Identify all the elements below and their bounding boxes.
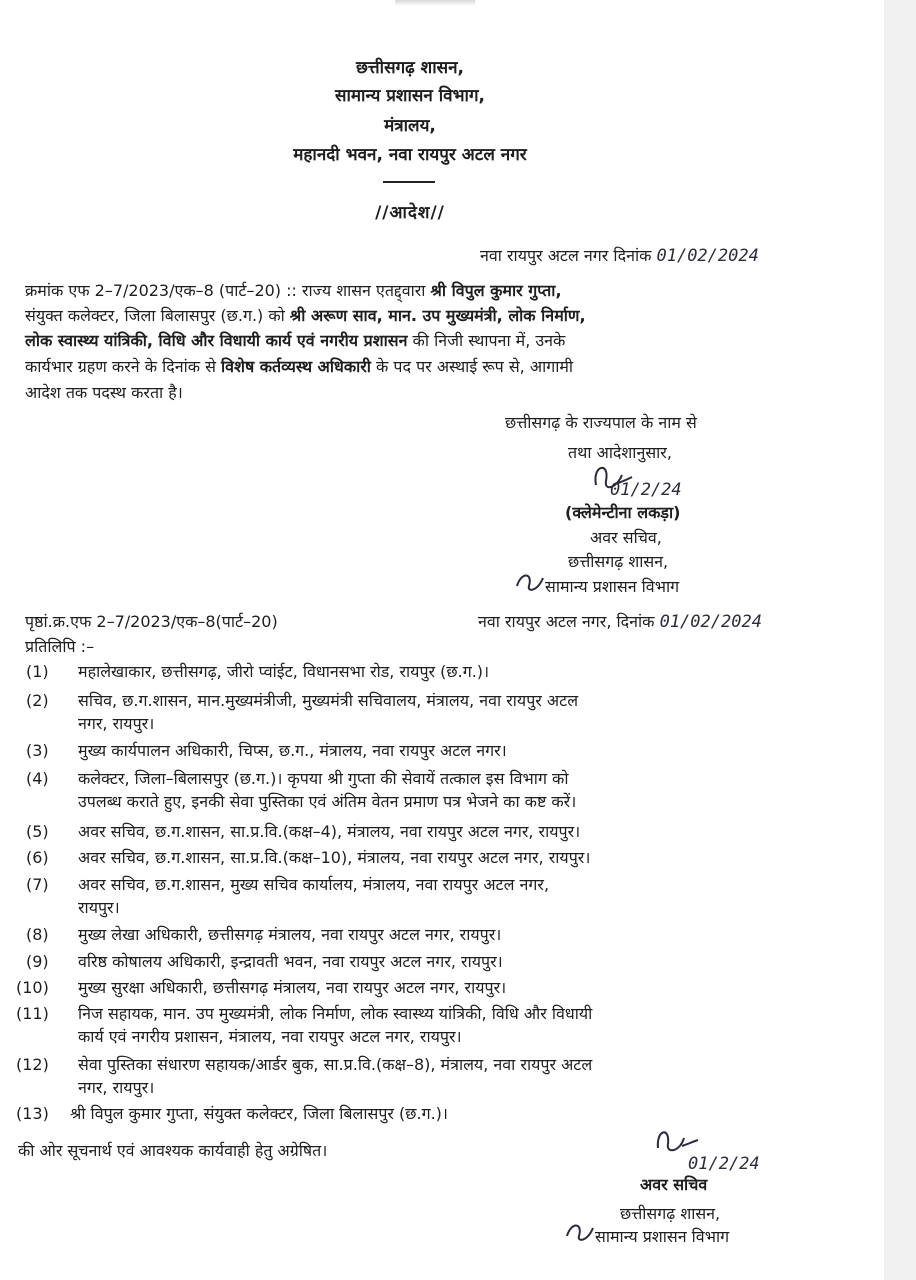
order-body-bold-text: श्री अरूण साव, मान. उप मुख्यमंत्री, लोक निर्माण, [289, 306, 586, 325]
copy-item-number: (7) [26, 875, 49, 894]
copy-item-number: (8) [26, 925, 49, 944]
order-body-line [25, 306, 586, 326]
copy-item-text: नगर, रायपुर। [78, 1078, 155, 1097]
order-body-text: संयुक्त कलेक्टर, जिला बिलासपुर (छ.ग.) को [25, 306, 290, 325]
copy-item-text: अवर सचिव, छ.ग.शासन, सा.प्र.वि.(कक्ष–10), मंत्रालय, नवा रायपुर अटल नगर, रायपुर। [78, 848, 591, 867]
copy-item-text: रायपुर। [78, 898, 120, 917]
order-body-line [25, 331, 565, 351]
signature-handwritten-date: 01/2/24 [610, 480, 682, 500]
copy-item-number: (13) [16, 1104, 49, 1123]
copy-item-number: (4) [26, 769, 49, 788]
endorsement-signature [652, 1122, 702, 1158]
copy-item-text: वरिष्ठ कोषालय अधिकारी, इन्द्रावती भवन, नवा रायपुर अटल नगर, रायपुर। [78, 952, 503, 971]
header-line-2: सामान्य प्रशासन विभाग, [335, 86, 485, 106]
header-divider [383, 181, 435, 183]
endorsement-date: 01/02/2024 [659, 612, 762, 632]
order-body-text: के पद पर अस्थाई रूप से, आगामी [370, 357, 574, 376]
copy-item-number: (2) [26, 691, 49, 710]
copy-item-text: श्री विपुल कुमार गुप्ता, संयुक्त कलेक्टर, जिला बिलासपुर (छ.ग.)। [70, 1104, 448, 1123]
order-body-bold-text: विशेष कर्तव्यस्थ अधिकारी [221, 357, 371, 376]
copy-item-number: (11) [16, 1004, 49, 1023]
order-body-text: क्रमांक एफ 2–7/2023/एक–8 (पार्ट–20) :: राज्य शासन एतद्द्वारा [25, 281, 431, 300]
copy-item-text: महालेखाकार, छत्तीसगढ़, जीरो प्वांईट, विधानसभा रोड, रायपुर (छ.ग.)। [78, 662, 490, 681]
header-line-4: महानदी भवन, नवा रायपुर अटल नगर [293, 145, 527, 165]
endorsement-org-1: छत्तीसगढ़ शासन, [620, 1204, 721, 1223]
closing-line: की ओर सूचनार्थ एवं आवश्यक कार्यवाही हेतु अग्रेषित। [18, 1141, 328, 1160]
initial-mark [513, 568, 547, 596]
endorsement-date-line [478, 612, 762, 632]
copy-item-number: (5) [26, 822, 49, 841]
copy-item-text: कार्य एवं नगरीय प्रशासन, मंत्रालय, नवा रायपुर अटल नगर, रायपुर। [78, 1027, 462, 1046]
copy-item-number: (3) [26, 741, 49, 760]
endorsement-place-date-label: नवा रायपुर अटल नगर, दिनांक [478, 612, 655, 631]
order-body-text: आदेश तक पदस्थ करता है। [25, 383, 183, 402]
page-edge [884, 0, 916, 1280]
copy-item-number: (9) [26, 952, 49, 971]
order-body-line [25, 357, 573, 377]
endorsement-org-2: सामान्य प्रशासन विभाग [595, 1227, 730, 1246]
header-line-3: मंत्रालय, [384, 116, 436, 136]
order-body-text: कार्यभार ग्रहण करने के दिनांक से [25, 357, 222, 376]
order-body-line [25, 281, 562, 301]
signatory-designation: अवर सचिव, [590, 528, 662, 547]
copy-item-number: (6) [26, 848, 49, 867]
endorsement-reference: पृष्ठां.क्र.एफ 2–7/2023/एक–8(पार्ट–20) [25, 612, 278, 631]
copy-item-text: सचिव, छ.ग.शासन, मान.मुख्यमंत्रीजी, मुख्यमंत्री सचिवालय, मंत्रालय, नवा रायपुर अटल [78, 691, 579, 710]
header-line-1: छत्तीसगढ़ शासन, [356, 58, 464, 78]
order-date-line [480, 246, 759, 266]
copy-item-text: सेवा पुस्तिका संधारण सहायक/आर्डर बुक, सा.प्र.वि.(कक्ष–8), मंत्रालय, नवा रायपुर अटल [78, 1055, 593, 1074]
copy-item-text: उपलब्ध कराते हुए, इनकी सेवा पुस्तिका एवं अंतिम वेतन प्रमाण पत्र भेजने का कष्ट करें। [78, 792, 577, 811]
endorsement-initial-mark [563, 1218, 597, 1246]
signatory-name: (क्लेमेन्टीना लकड़ा) [565, 503, 681, 522]
copy-item-text: कलेक्टर, जिला–बिलासपुर (छ.ग.)। कृपया श्री गुप्ता की सेवायें तत्काल इस विभाग को [78, 769, 569, 788]
order-body-bold-text: लोक स्वास्थ्य यांत्रिकी, विधि और विधायी कार्य एवं नगरीय प्रशासन [25, 331, 408, 350]
copy-item-text: अवर सचिव, छ.ग.शासन, सा.प्र.वि.(कक्ष–4), मंत्रालय, नवा रायपुर अटल नगर, रायपुर। [78, 822, 581, 841]
signatory-org-1: छत्तीसगढ़ शासन, [568, 552, 669, 571]
copy-item-text: निज सहायक, मान. उप मुख्यमंत्री, लोक निर्माण, लोक स्वास्थ्य यांत्रिकी, विधि और विधायी [78, 1004, 593, 1023]
signature-order-line: तथा आदेशानुसार, [568, 443, 672, 462]
copy-item-text: मुख्य लेखा अधिकारी, छत्तीसगढ़ मंत्रालय, नवा रायपुर अटल नगर, रायपुर। [78, 925, 502, 944]
copy-item-text: नगर, रायपुर। [78, 714, 155, 733]
copy-item-text: अवर सचिव, छ.ग.शासन, मुख्य सचिव कार्यालय, मंत्रालय, नवा रायपुर अटल नगर, [78, 875, 550, 894]
endorsement-designation: अवर सचिव [640, 1175, 708, 1194]
copy-item-text: मुख्य सुरक्षा अधिकारी, छत्तीसगढ़ मंत्रालय, नवा रायपुर अटल नगर, रायपुर। [78, 978, 507, 997]
copy-item-number: (12) [16, 1055, 49, 1074]
scan-mark [395, 0, 475, 6]
copy-item-text: मुख्य कार्यपालन अधिकारी, चिप्स, छ.ग., मंत्रालय, नवा रायपुर अटल नगर। [78, 741, 507, 760]
signatory-org-2: सामान्य प्रशासन विभाग [545, 577, 680, 596]
copy-item-number: (10) [16, 978, 49, 997]
endorsement-handwritten-date: 01/2/24 [688, 1154, 760, 1174]
signature-authority-line: छत्तीसगढ़ के राज्यपाल के नाम से [505, 413, 697, 432]
copy-item-number: (1) [26, 662, 49, 681]
copy-to-label: प्रतिलिपि :– [25, 637, 95, 656]
order-title: //आदेश// [375, 203, 445, 223]
order-date: 01/02/2024 [656, 246, 759, 266]
order-place-date-label: नवा रायपुर अटल नगर दिनांक [480, 246, 652, 265]
order-body-text: की निजी स्थापना में, उनके [407, 331, 566, 350]
order-body-line [25, 383, 183, 403]
order-body-bold-text: श्री विपुल कुमार गुप्ता, [430, 281, 562, 300]
